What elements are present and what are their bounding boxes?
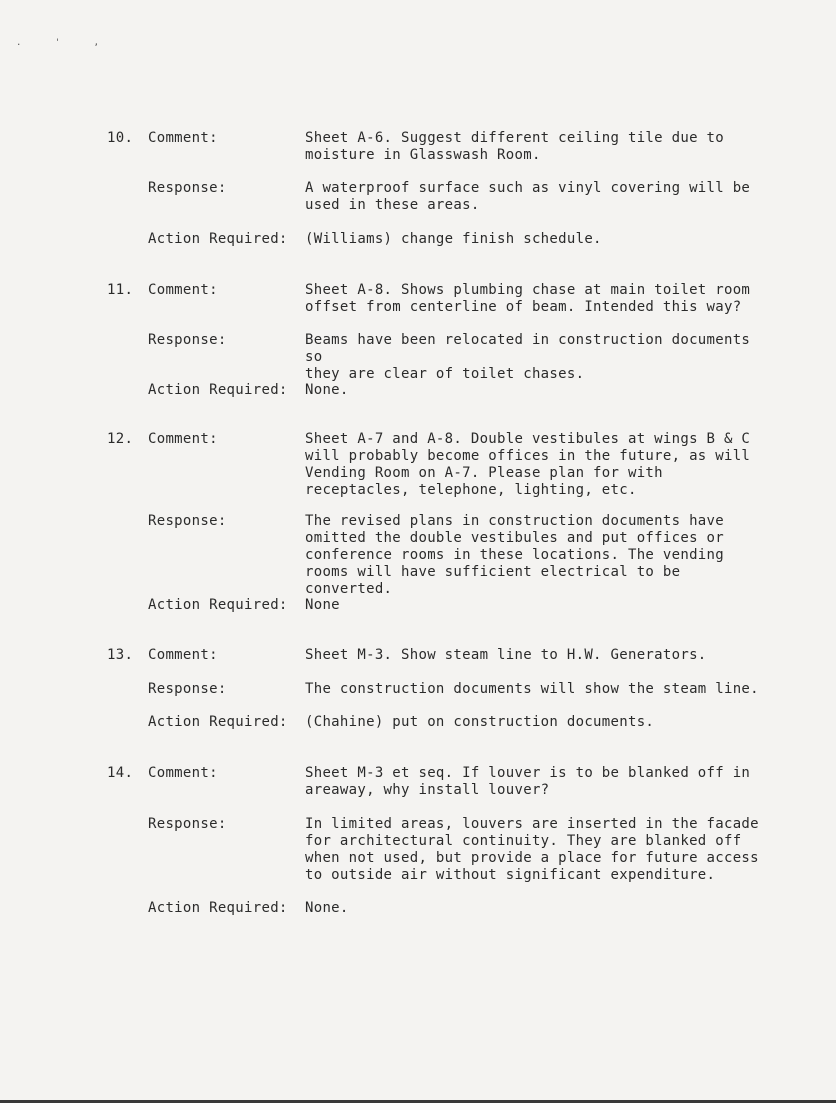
response-label: Response: xyxy=(148,180,227,196)
comment-label: Comment: xyxy=(148,282,218,298)
item-number: 13. xyxy=(107,647,134,663)
item-number: 12. xyxy=(107,431,134,447)
comment-text: Sheet A-8. Shows plumbing chase at main toilet room offset from centerline of beam. Intended this way? xyxy=(305,282,751,315)
comment-label: Comment: xyxy=(148,647,218,663)
comment-text: Sheet A-7 and A-8. Double vestibules at wings B & C will probably become offices in the future, as will Vending Room on A-7. Please plan for with receptacles, telephone, lighting, etc. xyxy=(305,431,751,498)
response-text: The revised plans in construction documents have omitted the double vestibules and put offices or conference rooms in these locations. The vending rooms will have sufficient electrical to be converted. xyxy=(305,513,724,597)
action-text: None. xyxy=(305,900,349,916)
action-label: Action Required: xyxy=(148,382,288,398)
header-marks: . ' , xyxy=(16,38,114,48)
action-label: Action Required: xyxy=(148,231,288,247)
action-text: None xyxy=(305,597,340,613)
response-text: In limited areas, louvers are inserted in the facade for architectural continuity. They are blanked off when not used, but provide a place for future access to outside air without significant expenditure. xyxy=(305,816,759,883)
item-number: 11. xyxy=(107,282,134,298)
response-label: Response: xyxy=(148,681,227,697)
response-label: Response: xyxy=(148,816,227,832)
response-text: The construction documents will show the steam line. xyxy=(305,681,759,697)
comment-text: Sheet M-3 et seq. If louver is to be blanked off in areaway, why install louver? xyxy=(305,765,751,798)
action-label: Action Required: xyxy=(148,900,288,916)
comment-text: Sheet M-3. Show steam line to H.W. Generators. xyxy=(305,647,707,663)
item-number: 14. xyxy=(107,765,134,781)
comment-label: Comment: xyxy=(148,130,218,146)
action-label: Action Required: xyxy=(148,714,288,730)
comment-label: Comment: xyxy=(148,431,218,447)
response-label: Response: xyxy=(148,513,227,529)
action-label: Action Required: xyxy=(148,597,288,613)
action-text: (Chahine) put on construction documents. xyxy=(305,714,655,730)
comment-text: Sheet A-6. Suggest different ceiling tile due to moisture in Glasswash Room. xyxy=(305,130,724,163)
comment-label: Comment: xyxy=(148,765,218,781)
response-text: Beams have been relocated in construction documents so they are clear of toilet chases. xyxy=(305,332,751,382)
action-text: (Williams) change finish schedule. xyxy=(305,231,602,247)
item-number: 10. xyxy=(107,130,134,146)
action-text: None. xyxy=(305,382,349,398)
response-label: Response: xyxy=(148,332,227,348)
response-text: A waterproof surface such as vinyl covering will be used in these areas. xyxy=(305,180,751,213)
